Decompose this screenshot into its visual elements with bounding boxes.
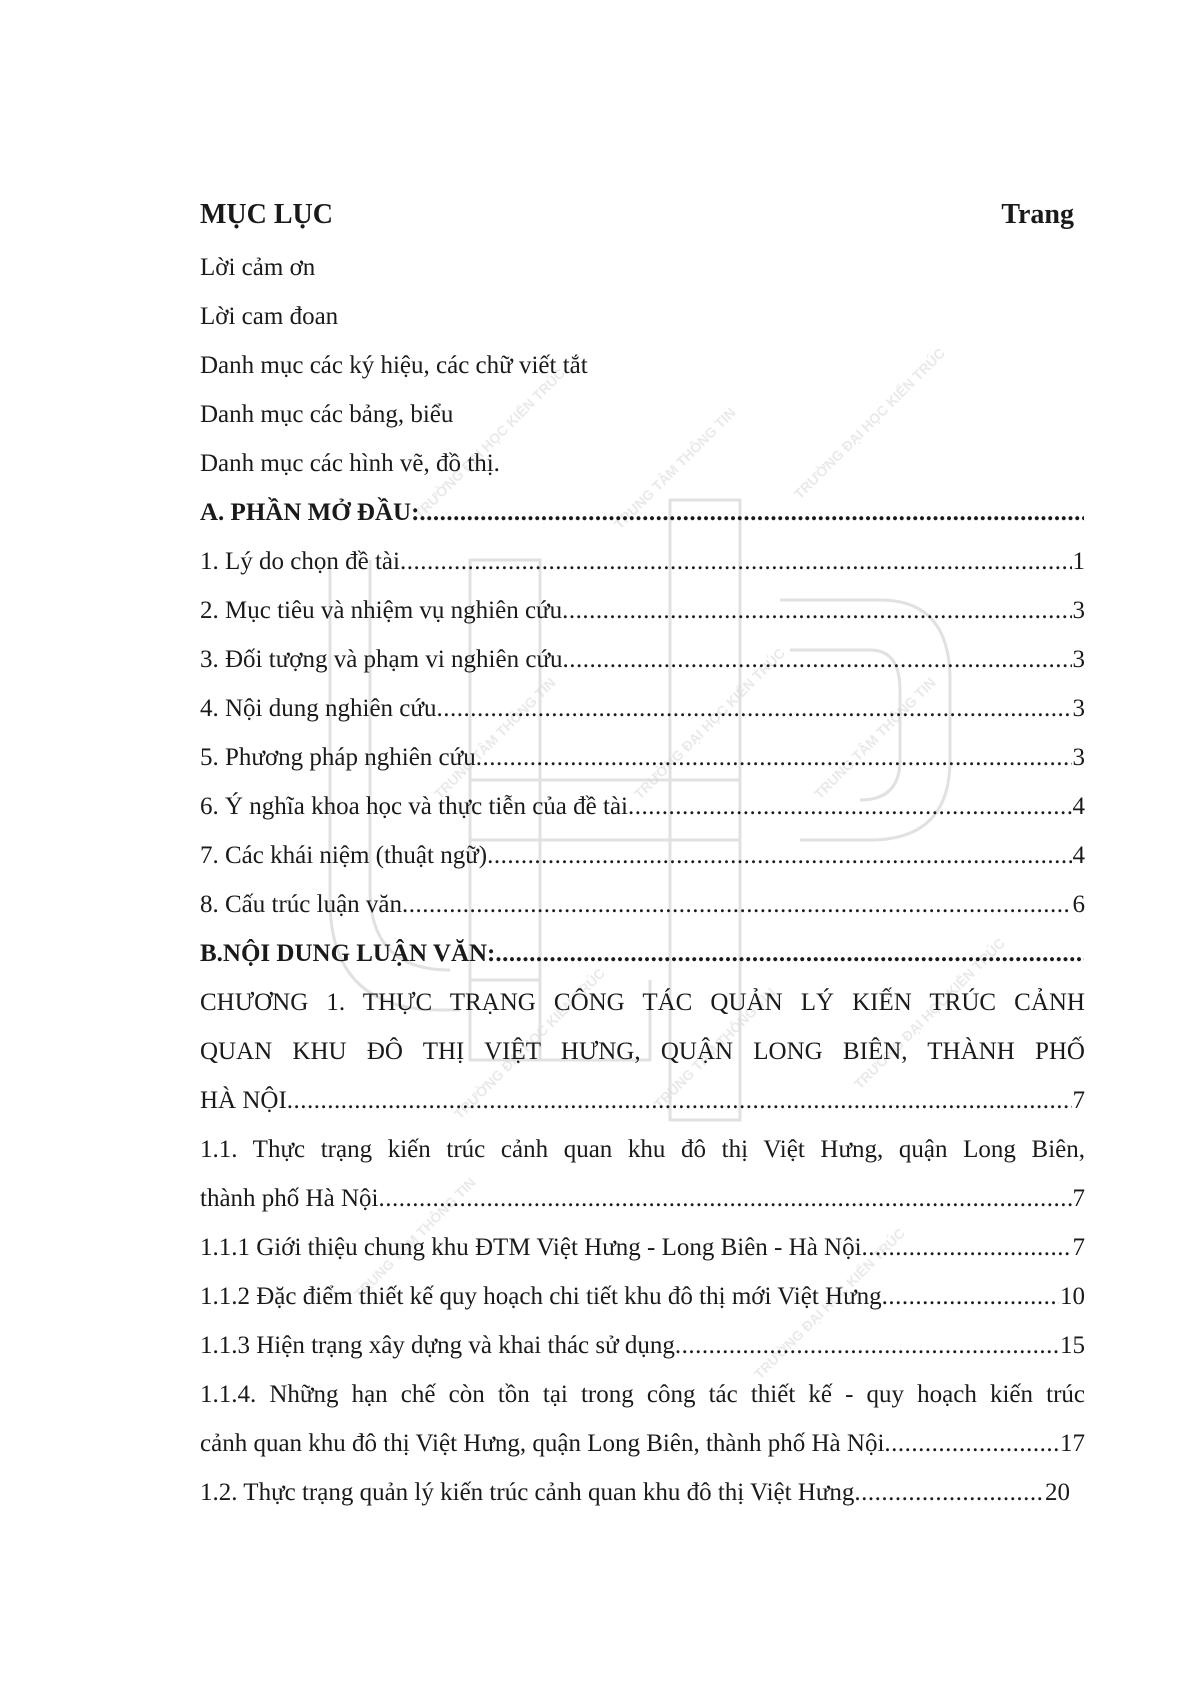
front-matter-item: Lời cam đoan xyxy=(200,303,339,330)
toc-entry-last-line xyxy=(200,1174,1085,1223)
dot-leader xyxy=(476,733,1072,782)
toc-entry-page: 3 xyxy=(1072,646,1085,673)
toc-entry-title: 1.1.2 Đặc điểm thiết kế quy hoạch chi tiết khu đô thị mới Việt Hưng xyxy=(200,1283,882,1310)
svg-text:TRƯỜNG ĐẠI HỌC KIẾN TRÚC: TRƯỜNG ĐẠI HỌC KIẾN TRÚC xyxy=(450,964,609,1123)
dot-leader xyxy=(562,586,1071,635)
toc-entry xyxy=(200,880,1085,929)
dot-leader xyxy=(884,1419,1059,1468)
toc-entry-last-line xyxy=(200,1419,1085,1468)
toc-entry-page: 3 xyxy=(1072,597,1085,624)
dot-leader xyxy=(675,1321,1059,1370)
toc-entry-page: 17 xyxy=(1060,1430,1085,1457)
front-matter-item: Danh mục các ký hiệu, các chữ viết tắt xyxy=(200,352,588,379)
toc-entry-title: 4. Nội dung nghiên cứu xyxy=(200,695,437,722)
toc-entry-title: 1.1.3 Hiện trạng xây dựng và khai thác sử dụng xyxy=(200,1332,675,1359)
toc-entry xyxy=(200,1468,1070,1517)
toc-entry-last-line xyxy=(200,1076,1085,1125)
svg-text:TRƯỜNG ĐẠI HỌC KIẾN TRÚC: TRƯỜNG ĐẠI HỌC KIẾN TRÚC xyxy=(850,934,1009,1093)
front-matter-item: Danh mục các hình vẽ, đồ thị. xyxy=(200,450,500,477)
svg-text:TRƯỜNG ĐẠI HỌC KIẾN TRÚC: TRƯỜNG ĐẠI HỌC KIẾN TRÚC xyxy=(750,1224,909,1383)
dot-leader xyxy=(402,880,1071,929)
front-matter-item: Lời cảm ơn xyxy=(200,254,316,281)
svg-text:TRUNG TÂM THÔNG TIN: TRUNG TÂM THÔNG TIN xyxy=(610,404,739,533)
toc-entry-page: 7 xyxy=(1072,1234,1085,1261)
svg-text:TRƯỜNG ĐẠI HỌC KIẾN TRÚC: TRƯỜNG ĐẠI HỌC KIẾN TRÚC xyxy=(410,364,569,523)
toc-entry-title: 2. Mục tiêu và nhiệm vụ nghiên cứu xyxy=(200,597,563,624)
toc-entry-page: 15 xyxy=(1060,1332,1085,1359)
toc-entry-page: 20 xyxy=(1045,1479,1070,1506)
toc-entry-page: 7 xyxy=(1072,1087,1085,1114)
toc-entry-page: 4 xyxy=(1072,842,1085,869)
toc-entry xyxy=(200,586,1085,635)
toc-entry xyxy=(200,733,1085,782)
dot-leader xyxy=(854,1468,1044,1517)
dot-leader xyxy=(487,831,1071,880)
toc-entry-page: 6 xyxy=(1072,891,1085,918)
svg-text:TRƯỜNG ĐẠI HỌC KIẾN TRÚC: TRƯỜNG ĐẠI HỌC KIẾN TRÚC xyxy=(790,344,949,503)
dot-leader xyxy=(882,1272,1059,1321)
toc-entry-title: 1. Lý do chọn đề tài xyxy=(200,548,400,575)
toc-entry-page: 7 xyxy=(1072,1185,1085,1212)
toc-entry-page: 3 xyxy=(1072,744,1085,771)
svg-text:TRUNG TÂM THÔNG TIN: TRUNG TÂM THÔNG TIN xyxy=(350,1174,479,1303)
svg-text:TRUNG TÂM THÔNG TIN: TRUNG TÂM THÔNG TIN xyxy=(650,984,779,1113)
dot-leader xyxy=(378,1174,1071,1223)
toc-part-a xyxy=(200,488,1085,537)
toc-entry xyxy=(200,1272,1085,1321)
table-of-contents xyxy=(200,195,1085,1517)
toc-section-1-1 xyxy=(200,1125,1085,1223)
toc-entry-title: 8. Cấu trúc luận văn xyxy=(200,891,403,918)
toc-entry-title: 3. Đối tượng và phạm vi nghiên cứu xyxy=(200,646,563,673)
toc-entry xyxy=(200,635,1085,684)
toc-part-b xyxy=(200,929,1085,978)
dot-leader xyxy=(495,929,1084,978)
dot-leader xyxy=(862,1223,1072,1272)
page-column-header: Trang xyxy=(1001,199,1074,230)
toc-entry-title: 7. Các khái niệm (thuật ngữ) xyxy=(200,842,488,869)
toc-entry-page: 1 xyxy=(1072,548,1085,575)
toc-entry xyxy=(200,782,1085,831)
toc-entry-title-line: HÀ NỘI xyxy=(200,1087,287,1114)
toc-entry-title-line: thành phố Hà Nội xyxy=(200,1185,379,1212)
svg-text:TRUNG TÂM THÔNG TIN: TRUNG TÂM THÔNG TIN xyxy=(810,674,939,803)
toc-entry-page: 3 xyxy=(1072,695,1085,722)
toc-entry-title: 1.1.1 Giới thiệu chung khu ĐTM Việt Hưng - Long Biên - Hà Nội xyxy=(200,1234,862,1261)
toc-section-1-1-4 xyxy=(200,1370,1085,1468)
toc-entry-title-line: CHƯƠNG 1. THỰC TRẠNG CÔNG TÁC QUẢN LÝ KIẾN TRÚC CẢNH xyxy=(200,989,1085,1016)
toc-entry-title-line: QUAN KHU ĐÔ THỊ VIỆT HƯNG, QUẬN LONG BIÊN, THÀNH PHỐ xyxy=(200,1038,1085,1065)
dot-leader xyxy=(563,635,1072,684)
toc-entry xyxy=(200,831,1085,880)
toc-entry-page: 4 xyxy=(1072,793,1085,820)
dot-leader xyxy=(287,1076,1072,1125)
toc-entry-title: 6. Ý nghĩa khoa học và thực tiễn của đề tài xyxy=(200,793,628,820)
toc-entry-title-line: cảnh quan khu đô thị Việt Hưng, quận Long Biên, thành phố Hà Nội xyxy=(200,1430,885,1457)
dot-leader xyxy=(400,537,1072,586)
toc-entry-title: A. PHẦN MỞ ĐẦU: xyxy=(200,499,420,526)
toc-entry-title-line: 1.1.4. Những hạn chế còn tồn tại trong công tác thiết kế - quy hoạch kiến trúc xyxy=(200,1381,1085,1408)
toc-entry-title: 1.2. Thực trạng quản lý kiến trúc cảnh quan khu đô thị Việt Hưng xyxy=(200,1479,855,1506)
toc-entry xyxy=(200,684,1085,733)
svg-text:TRƯỜNG ĐẠI HỌC KIẾN TRÚC: TRƯỜNG ĐẠI HỌC KIẾN TRÚC xyxy=(630,644,789,803)
dot-leader xyxy=(628,782,1072,831)
front-matter-item: Danh mục các bảng, biểu xyxy=(200,401,454,428)
toc-chapter-1 xyxy=(200,978,1085,1125)
toc-entry-page: 10 xyxy=(1060,1283,1085,1310)
toc-header xyxy=(200,195,1085,243)
toc-entry-title-line: 1.1. Thực trạng kiến trúc cảnh quan khu đô thị Việt Hưng, quận Long Biên, xyxy=(200,1136,1085,1163)
toc-entry-title: 5. Phương pháp nghiên cứu xyxy=(200,744,476,771)
toc-entry xyxy=(200,1321,1085,1370)
toc-title: MỤC LỤC xyxy=(200,199,333,230)
dot-leader xyxy=(436,684,1071,733)
svg-text:TRUNG TÂM THÔNG TIN: TRUNG TÂM THÔNG TIN xyxy=(430,674,559,803)
toc-entry-title: B.NỘI DUNG LUẬN VĂN: xyxy=(200,940,496,967)
toc-entry xyxy=(200,1223,1085,1272)
toc-entry xyxy=(200,537,1085,586)
dot-leader xyxy=(419,488,1084,537)
